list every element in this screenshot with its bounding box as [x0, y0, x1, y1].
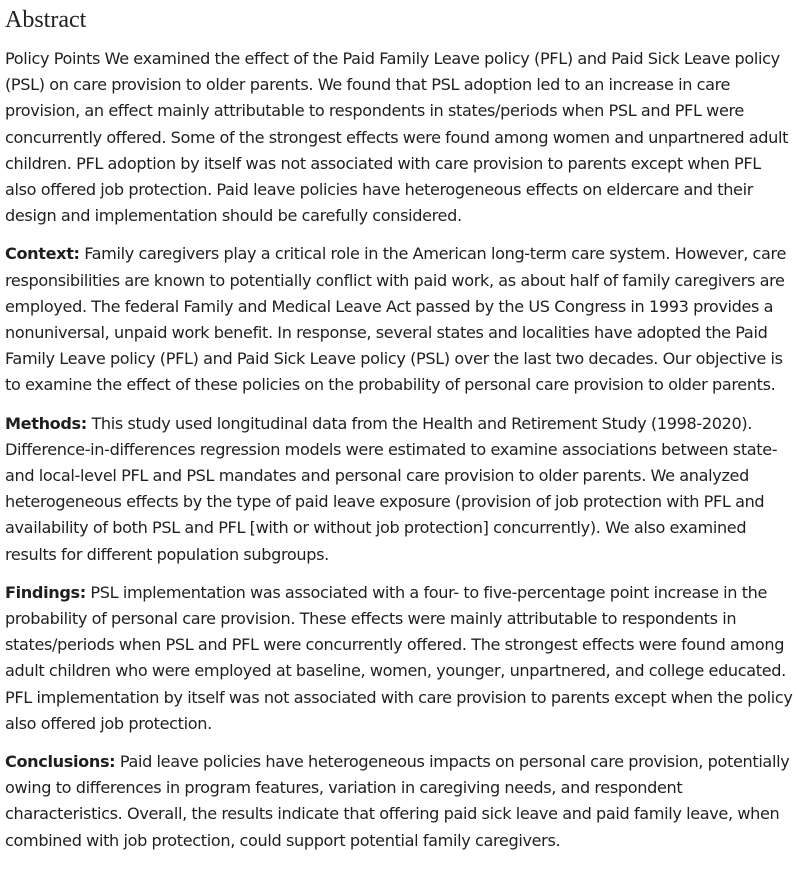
conclusions-text: Paid leave policies have heterogeneous impacts on personal care provision, potentially owing to differences in program features, variation in caregiving needs, and respondent characteristics. Overall, the results indicate that offering paid sick leave and paid family leave, when combined with job protection, could support potential family caregivers.: [5, 752, 790, 850]
abstract-section: [5, 0, 793, 854]
findings-paragraph: [5, 580, 793, 737]
abstract-heading: Abstract: [5, 7, 87, 33]
methods-label: Methods:: [5, 413, 87, 433]
policy-points-paragraph: Policy Points We examined the effect of the Paid Family Leave policy (PFL) and Paid Sick Leave policy (PSL) on care provision to older parents. We found that PSL adoption led to an increase in care provision, an effect mainly attributable to respondents in states/periods when PSL and PFL were concurrently offered. Some of the strongest effects were found among women and unpartnered adult children. PFL adoption by itself was not associated with care provision to parents except when PFL also offered job protection. Paid leave policies have heterogeneous effects on eldercare and their design and implementation should be carefully considered.: [5, 49, 789, 226]
findings-label: Findings:: [5, 582, 86, 602]
conclusions-paragraph: [5, 749, 793, 854]
methods-paragraph: [5, 411, 793, 568]
conclusions-label: Conclusions:: [5, 752, 116, 772]
methods-text: This study used longitudinal data from the Health and Retirement Study (1998-2020). Difference-in-differences regression models were estimated to examine associations between state- and local-level PFL and PSL mandates and personal care provision to older parents. We analyzed heterogeneous effects by the type of paid leave exposure (provision of job protection with PFL and availability of both PSL and PFL [with or without job protection] concurrently). We also examined results for different population subgroups.: [5, 413, 778, 564]
findings-text: PSL implementation was associated with a four- to five-percentage point increase in the probability of personal care provision. These effects were mainly attributable to respondents in states/periods when PSL and PFL were concurrently offered. The strongest effects were found among adult children who were employed at baseline, women, younger, unpartnered, and college educated. PFL implementation by itself was not associated with care provision to parents except when the policy also offered job protection.: [5, 582, 793, 733]
context-paragraph: [5, 241, 793, 398]
context-text: Family caregivers play a critical role in the American long-term care system. However, care responsibilities are known to potentially conflict with paid work, as about half of family caregivers are employed. The federal Family and Medical Leave Act passed by the US Congress in 1993 provides a nonuniversal, unpaid work benefit. In response, several states and localities have adopted the Paid Family Leave policy (PFL) and Paid Sick Leave policy (PSL) over the last two decades. Our objective is to examine the effect of these policies on the probability of personal care provision to older parents.: [5, 244, 787, 395]
context-label: Context:: [5, 244, 80, 264]
